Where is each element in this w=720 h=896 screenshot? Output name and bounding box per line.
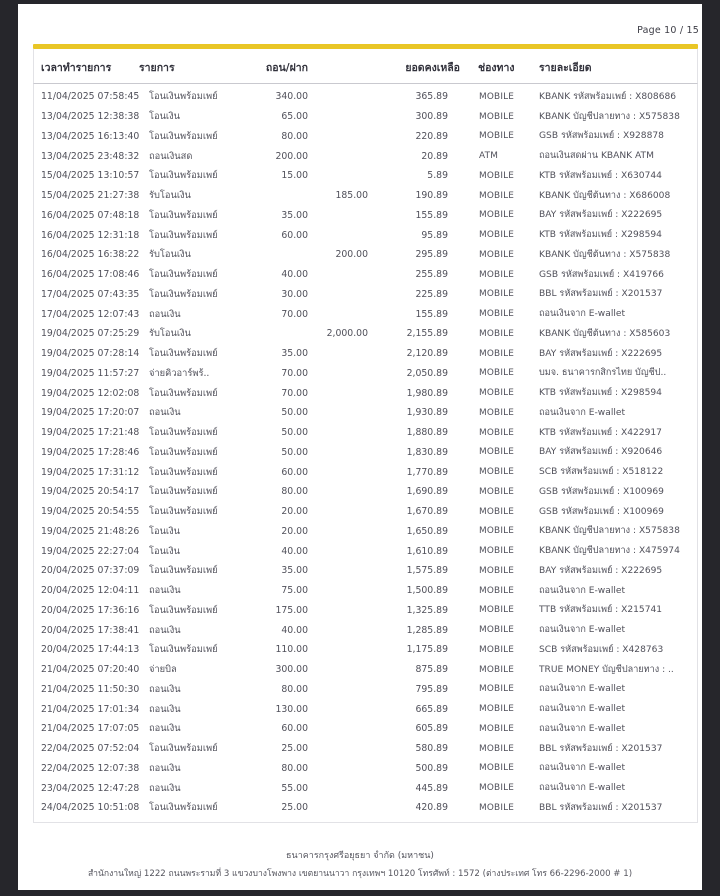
cell-balance: 665.89 <box>415 703 448 715</box>
cell-channel: MOBILE <box>479 546 515 557</box>
cell-time: 11/04/2025 07:58:45 <box>41 91 140 103</box>
cell-item: โอนเงินพร้อมเพย์ <box>149 644 218 656</box>
cell-detail: ถอนเงินจาก E-wallet <box>539 763 626 774</box>
cell-channel: MOBILE <box>479 783 515 794</box>
cell-withdraw: 40.00 <box>281 269 308 281</box>
table-row <box>34 344 697 364</box>
cell-item: โอนเงิน <box>149 525 181 537</box>
table-row <box>34 324 697 344</box>
cell-withdraw: 175.00 <box>275 604 308 616</box>
cell-balance: 1,650.89 <box>406 525 448 537</box>
cell-balance: 605.89 <box>415 723 448 735</box>
cell-item: โอนเงินพร้อมเพย์ <box>149 604 218 616</box>
cell-item: ถอนเงิน <box>149 762 181 774</box>
table-row <box>34 522 697 542</box>
cell-channel: MOBILE <box>479 743 515 754</box>
cell-item: รับโอนเงิน <box>149 190 191 202</box>
cell-time: 19/04/2025 12:02:08 <box>41 387 140 399</box>
cell-item: โอนเงินพร้อมเพย์ <box>149 427 218 439</box>
cell-detail: SCB รหัสพร้อมเพย์ : X428763 <box>539 644 664 655</box>
cell-channel: MOBILE <box>479 723 515 734</box>
cell-withdraw: 20.00 <box>281 525 308 537</box>
cell-item: ถอนเงิน <box>149 407 181 419</box>
cell-withdraw: 70.00 <box>281 308 308 320</box>
cell-time: 16/04/2025 16:38:22 <box>41 249 140 261</box>
cell-channel: MOBILE <box>479 585 515 596</box>
cell-balance: 365.89 <box>415 91 448 103</box>
cell-channel: MOBILE <box>479 704 515 715</box>
cell-item: โอนเงินพร้อมเพย์ <box>149 565 218 577</box>
cell-item: ถอนเงิน <box>149 723 181 735</box>
cell-channel: MOBILE <box>479 467 515 478</box>
table-row <box>34 107 697 127</box>
table-row <box>34 443 697 463</box>
cell-time: 20/04/2025 17:44:13 <box>41 644 140 656</box>
cell-withdraw: 65.00 <box>281 111 308 123</box>
cell-detail: TTB รหัสพร้อมเพย์ : X215741 <box>539 605 663 616</box>
cell-item: ถอนเงิน <box>149 683 181 695</box>
cell-time: 19/04/2025 17:28:46 <box>41 446 140 458</box>
cell-balance: 875.89 <box>415 664 448 676</box>
cell-withdraw: 75.00 <box>281 585 308 597</box>
table-header-row <box>33 49 698 84</box>
cell-channel: MOBILE <box>479 447 515 458</box>
cell-time: 13/04/2025 12:38:38 <box>41 111 140 123</box>
cell-time: 16/04/2025 17:08:46 <box>41 269 140 281</box>
cell-channel: MOBILE <box>479 249 515 260</box>
cell-item: โอนเงินพร้อมเพย์ <box>149 130 218 142</box>
cell-item: ถอนเงิน <box>149 624 181 636</box>
cell-detail: BBL รหัสพร้อมเพย์ : X201537 <box>539 289 663 300</box>
cell-withdraw: 35.00 <box>281 348 308 360</box>
cell-detail: KBANK รหัสพร้อมเพย์ : X808686 <box>539 91 677 102</box>
cell-withdraw: 20.00 <box>281 506 308 518</box>
cell-detail: BBL รหัสพร้อมเพย์ : X201537 <box>539 743 663 754</box>
cell-balance: 1,670.89 <box>406 506 448 518</box>
table-row <box>34 245 697 265</box>
cell-channel: MOBILE <box>479 605 515 616</box>
cell-time: 17/04/2025 07:43:35 <box>41 288 140 300</box>
cell-detail: ถอนเงินจาก E-wallet <box>539 625 626 636</box>
cell-channel: MOBILE <box>479 427 515 438</box>
footer-bank-name: ธนาคารกรุงศรีอยุธยา จำกัด (มหาชน) <box>286 851 434 861</box>
table-row <box>34 146 697 166</box>
cell-item: โอนเงิน <box>149 545 181 557</box>
table-row <box>34 225 697 245</box>
cell-withdraw: 300.00 <box>275 664 308 676</box>
cell-withdraw: 80.00 <box>281 486 308 498</box>
cell-item: โอนเงินพร้อมเพย์ <box>149 743 218 755</box>
cell-channel: MOBILE <box>479 388 515 399</box>
cell-balance: 220.89 <box>415 130 448 142</box>
cell-balance: 95.89 <box>421 229 448 241</box>
table-row <box>34 640 697 660</box>
cell-item: ถอนเงิน <box>149 703 181 715</box>
cell-balance: 1,690.89 <box>406 486 448 498</box>
table-row <box>34 502 697 522</box>
cell-balance: 1,500.89 <box>406 585 448 597</box>
cell-channel: MOBILE <box>479 190 515 201</box>
cell-time: 16/04/2025 12:31:18 <box>41 229 140 241</box>
cell-item: รับโอนเงิน <box>149 328 191 340</box>
table-row <box>34 265 697 285</box>
cell-balance: 190.89 <box>415 190 448 202</box>
cell-item: โอนเงินพร้อมเพย์ <box>149 506 218 518</box>
table-row <box>34 719 697 739</box>
cell-item: โอนเงินพร้อมเพย์ <box>149 387 218 399</box>
cell-item: โอนเงินพร้อมเพย์ <box>149 802 218 814</box>
cell-time: 15/04/2025 21:27:38 <box>41 190 140 202</box>
cell-balance: 1,610.89 <box>406 545 448 557</box>
cell-time: 20/04/2025 07:37:09 <box>41 565 140 577</box>
cell-balance: 255.89 <box>415 269 448 281</box>
cell-balance: 1,575.89 <box>406 565 448 577</box>
cell-item: โอนเงินพร้อมเพย์ <box>149 91 218 103</box>
cell-time: 19/04/2025 07:25:29 <box>41 328 140 340</box>
table-row <box>34 462 697 482</box>
table-row <box>34 403 697 423</box>
cell-detail: BAY รหัสพร้อมเพย์ : X920646 <box>539 447 663 458</box>
cell-balance: 795.89 <box>415 683 448 695</box>
header-item: รายการ <box>139 62 175 74</box>
cell-channel: MOBILE <box>479 309 515 320</box>
cell-balance: 1,980.89 <box>406 387 448 399</box>
cell-channel: MOBILE <box>479 368 515 379</box>
cell-detail: TRUE MONEY บัญชีปลายทาง : .. <box>539 664 674 675</box>
header-channel: ช่องทาง <box>478 62 515 74</box>
cell-time: 21/04/2025 17:01:34 <box>41 703 140 715</box>
table-row <box>34 166 697 186</box>
cell-withdraw: 110.00 <box>275 644 308 656</box>
cell-detail: ถอนเงินจาก E-wallet <box>539 723 626 734</box>
transactions-table <box>33 44 698 823</box>
cell-detail: GSB รหัสพร้อมเพย์ : X100969 <box>539 486 664 497</box>
table-row <box>34 680 697 700</box>
cell-balance: 300.89 <box>415 111 448 123</box>
cell-time: 19/04/2025 17:31:12 <box>41 466 140 478</box>
cell-withdraw: 55.00 <box>281 782 308 794</box>
cell-balance: 2,120.89 <box>406 348 448 360</box>
cell-withdraw: 80.00 <box>281 130 308 142</box>
cell-detail: ถอนเงินสดผ่าน KBANK ATM <box>539 151 654 162</box>
cell-balance: 1,325.89 <box>406 604 448 616</box>
cell-detail: KBANK บัญชีปลายทาง : X575838 <box>539 111 680 122</box>
cell-withdraw: 30.00 <box>281 288 308 300</box>
cell-time: 20/04/2025 17:38:41 <box>41 624 140 636</box>
cell-item: ถอนเงิน <box>149 308 181 320</box>
cell-balance: 1,770.89 <box>406 466 448 478</box>
cell-detail: ถอนเงินจาก E-wallet <box>539 407 626 418</box>
table-row <box>34 798 697 818</box>
cell-channel: MOBILE <box>479 684 515 695</box>
cell-channel: MOBILE <box>479 210 515 221</box>
header-amount: ถอน/ฝาก <box>265 62 308 74</box>
cell-deposit: 2,000.00 <box>326 328 368 340</box>
cell-channel: MOBILE <box>479 486 515 497</box>
cell-channel: MOBILE <box>479 111 515 122</box>
cell-item: จ่ายคิวอาร์พร้.. <box>149 367 210 379</box>
cell-withdraw: 80.00 <box>281 762 308 774</box>
cell-detail: KTB รหัสพร้อมเพย์ : X298594 <box>539 388 662 399</box>
table-row <box>34 285 697 305</box>
cell-item: โอนเงินพร้อมเพย์ <box>149 209 218 221</box>
cell-balance: 1,285.89 <box>406 624 448 636</box>
cell-withdraw: 25.00 <box>281 743 308 755</box>
cell-time: 24/04/2025 10:51:08 <box>41 802 140 814</box>
cell-item: รับโอนเงิน <box>149 249 191 261</box>
cell-deposit: 185.00 <box>335 190 368 202</box>
cell-balance: 500.89 <box>415 762 448 774</box>
cell-item: ถอนเงิน <box>149 585 181 597</box>
cell-channel: MOBILE <box>479 506 515 517</box>
table-row <box>34 206 697 226</box>
cell-balance: 155.89 <box>415 308 448 320</box>
cell-detail: KBANK บัญชีปลายทาง : X575838 <box>539 526 680 537</box>
cell-time: 13/04/2025 23:48:32 <box>41 150 140 162</box>
cell-balance: 2,050.89 <box>406 367 448 379</box>
cell-channel: MOBILE <box>479 664 515 675</box>
cell-channel: MOBILE <box>479 170 515 181</box>
cell-time: 22/04/2025 12:07:38 <box>41 762 140 774</box>
header-time: เวลาทำรายการ <box>41 62 112 74</box>
cell-detail: KTB รหัสพร้อมเพย์ : X630744 <box>539 170 662 181</box>
cell-balance: 295.89 <box>415 249 448 261</box>
cell-detail: BAY รหัสพร้อมเพย์ : X222695 <box>539 210 663 221</box>
cell-withdraw: 15.00 <box>281 170 308 182</box>
cell-balance: 580.89 <box>415 743 448 755</box>
cell-balance: 1,930.89 <box>406 407 448 419</box>
cell-item: โอนเงิน <box>149 111 181 123</box>
cell-detail: บมจ. ธนาคารกสิกรไทย บัญชีป.. <box>539 368 667 379</box>
cell-withdraw: 50.00 <box>281 427 308 439</box>
cell-time: 17/04/2025 12:07:43 <box>41 308 140 320</box>
table-row <box>34 423 697 443</box>
cell-item: จ่ายบิล <box>149 664 177 676</box>
cell-withdraw: 340.00 <box>275 91 308 103</box>
cell-item: โอนเงินพร้อมเพย์ <box>149 446 218 458</box>
cell-channel: MOBILE <box>479 565 515 576</box>
cell-time: 21/04/2025 07:20:40 <box>41 664 140 676</box>
table-row <box>34 541 697 561</box>
cell-balance: 5.89 <box>427 170 448 182</box>
cell-balance: 20.89 <box>421 150 448 162</box>
table-row <box>34 699 697 719</box>
cell-detail: ถอนเงินจาก E-wallet <box>539 704 626 715</box>
cell-time: 20/04/2025 12:04:11 <box>41 585 140 597</box>
cell-time: 15/04/2025 13:10:57 <box>41 170 140 182</box>
table-row <box>34 581 697 601</box>
cell-withdraw: 80.00 <box>281 683 308 695</box>
cell-detail: GSB รหัสพร้อมเพย์ : X928878 <box>539 131 664 142</box>
table-row <box>34 739 697 759</box>
cell-withdraw: 70.00 <box>281 387 308 399</box>
cell-time: 21/04/2025 11:50:30 <box>41 683 140 695</box>
table-row <box>34 759 697 779</box>
header-detail: รายละเอียด <box>539 62 592 74</box>
cell-balance: 420.89 <box>415 802 448 814</box>
cell-item: โอนเงินพร้อมเพย์ <box>149 288 218 300</box>
cell-channel: MOBILE <box>479 348 515 359</box>
cell-detail: SCB รหัสพร้อมเพย์ : X518122 <box>539 467 664 478</box>
cell-time: 19/04/2025 22:27:04 <box>41 545 140 557</box>
table-row <box>34 561 697 581</box>
table-row <box>34 186 697 206</box>
cell-time: 19/04/2025 20:54:55 <box>41 506 140 518</box>
cell-withdraw: 60.00 <box>281 229 308 241</box>
table-row <box>34 482 697 502</box>
cell-withdraw: 50.00 <box>281 446 308 458</box>
cell-withdraw: 35.00 <box>281 565 308 577</box>
cell-channel: MOBILE <box>479 625 515 636</box>
cell-channel: MOBILE <box>479 289 515 300</box>
cell-withdraw: 70.00 <box>281 367 308 379</box>
cell-detail: KTB รหัสพร้อมเพย์ : X298594 <box>539 230 662 241</box>
cell-item: โอนเงินพร้อมเพย์ <box>149 229 218 241</box>
cell-time: 19/04/2025 11:57:27 <box>41 367 140 379</box>
cell-withdraw: 60.00 <box>281 466 308 478</box>
cell-detail: ถอนเงินจาก E-wallet <box>539 309 626 320</box>
cell-time: 21/04/2025 17:07:05 <box>41 723 140 735</box>
cell-item: โอนเงินพร้อมเพย์ <box>149 269 218 281</box>
table-row <box>34 660 697 680</box>
cell-withdraw: 200.00 <box>275 150 308 162</box>
cell-detail: ถอนเงินจาก E-wallet <box>539 684 626 695</box>
cell-withdraw: 50.00 <box>281 407 308 419</box>
table-row <box>34 364 697 384</box>
cell-balance: 225.89 <box>415 288 448 300</box>
table-row <box>34 383 697 403</box>
cell-withdraw: 40.00 <box>281 545 308 557</box>
cell-detail: KTB รหัสพร้อมเพย์ : X422917 <box>539 427 662 438</box>
cell-item: ถอนเงินสด <box>149 150 193 162</box>
cell-detail: GSB รหัสพร้อมเพย์ : X419766 <box>539 269 664 280</box>
cell-detail: KBANK บัญชีปลายทาง : X475974 <box>539 546 680 557</box>
cell-balance: 2,155.89 <box>406 328 448 340</box>
table-row <box>34 304 697 324</box>
cell-balance: 1,175.89 <box>406 644 448 656</box>
cell-channel: ATM <box>479 151 499 162</box>
cell-channel: MOBILE <box>479 763 515 774</box>
cell-balance: 155.89 <box>415 209 448 221</box>
table-body <box>33 84 698 823</box>
cell-item: โอนเงินพร้อมเพย์ <box>149 466 218 478</box>
cell-time: 22/04/2025 07:52:04 <box>41 743 140 755</box>
cell-channel: MOBILE <box>479 230 515 241</box>
cell-detail: BBL รหัสพร้อมเพย์ : X201537 <box>539 802 663 813</box>
cell-detail: KBANK บัญชีต้นทาง : X585603 <box>539 328 671 339</box>
cell-time: 19/04/2025 07:28:14 <box>41 348 140 360</box>
cell-detail: BAY รหัสพร้อมเพย์ : X222695 <box>539 348 663 359</box>
cell-channel: MOBILE <box>479 269 515 280</box>
cell-detail: ถอนเงินจาก E-wallet <box>539 585 626 596</box>
header-balance: ยอดคงเหลือ <box>405 62 460 74</box>
cell-time: 20/04/2025 17:36:16 <box>41 604 140 616</box>
footer-bank-address: สำนักงานใหญ่ 1222 ถนนพระรามที่ 3 แขวงบางโพงพาง เขตยานนาวา กรุงเทพฯ 10120 โทรศัพท์ : 1572 (ต่างประเทศ โทร 66-2296-2000 # 1) <box>87 869 633 879</box>
table-row <box>34 127 697 147</box>
cell-time: 16/04/2025 07:48:18 <box>41 209 140 221</box>
cell-detail: KBANK บัญชีต้นทาง : X575838 <box>539 249 671 260</box>
cell-withdraw: 130.00 <box>275 703 308 715</box>
cell-deposit: 200.00 <box>335 249 368 261</box>
table-row <box>34 620 697 640</box>
cell-item: โอนเงินพร้อมเพย์ <box>149 170 218 182</box>
cell-time: 19/04/2025 21:48:26 <box>41 525 140 537</box>
cell-withdraw: 40.00 <box>281 624 308 636</box>
cell-item: ถอนเงิน <box>149 782 181 794</box>
cell-time: 19/04/2025 17:21:48 <box>41 427 140 439</box>
cell-detail: BAY รหัสพร้อมเพย์ : X222695 <box>539 565 663 576</box>
cell-time: 19/04/2025 20:54:17 <box>41 486 140 498</box>
page-number: Page 10 / 15 <box>637 25 699 36</box>
cell-channel: MOBILE <box>479 526 515 537</box>
cell-withdraw: 35.00 <box>281 209 308 221</box>
table-row <box>34 778 697 798</box>
table-row <box>34 601 697 621</box>
cell-balance: 1,830.89 <box>406 446 448 458</box>
cell-time: 13/04/2025 16:13:40 <box>41 130 140 142</box>
cell-balance: 1,880.89 <box>406 427 448 439</box>
cell-channel: MOBILE <box>479 131 515 142</box>
cell-channel: MOBILE <box>479 407 515 418</box>
cell-detail: KBANK บัญชีต้นทาง : X686008 <box>539 190 671 201</box>
table-row <box>34 87 697 107</box>
cell-channel: MOBILE <box>479 802 515 813</box>
cell-time: 19/04/2025 17:20:07 <box>41 407 140 419</box>
cell-item: โอนเงินพร้อมเพย์ <box>149 348 218 360</box>
cell-channel: MOBILE <box>479 91 515 102</box>
cell-balance: 445.89 <box>415 782 448 794</box>
cell-channel: MOBILE <box>479 328 515 339</box>
cell-item: โอนเงินพร้อมเพย์ <box>149 486 218 498</box>
statement-page <box>18 4 702 890</box>
cell-withdraw: 60.00 <box>281 723 308 735</box>
cell-time: 23/04/2025 12:47:28 <box>41 782 140 794</box>
cell-detail: ถอนเงินจาก E-wallet <box>539 783 626 794</box>
cell-channel: MOBILE <box>479 644 515 655</box>
cell-withdraw: 25.00 <box>281 802 308 814</box>
cell-detail: GSB รหัสพร้อมเพย์ : X100969 <box>539 506 664 517</box>
